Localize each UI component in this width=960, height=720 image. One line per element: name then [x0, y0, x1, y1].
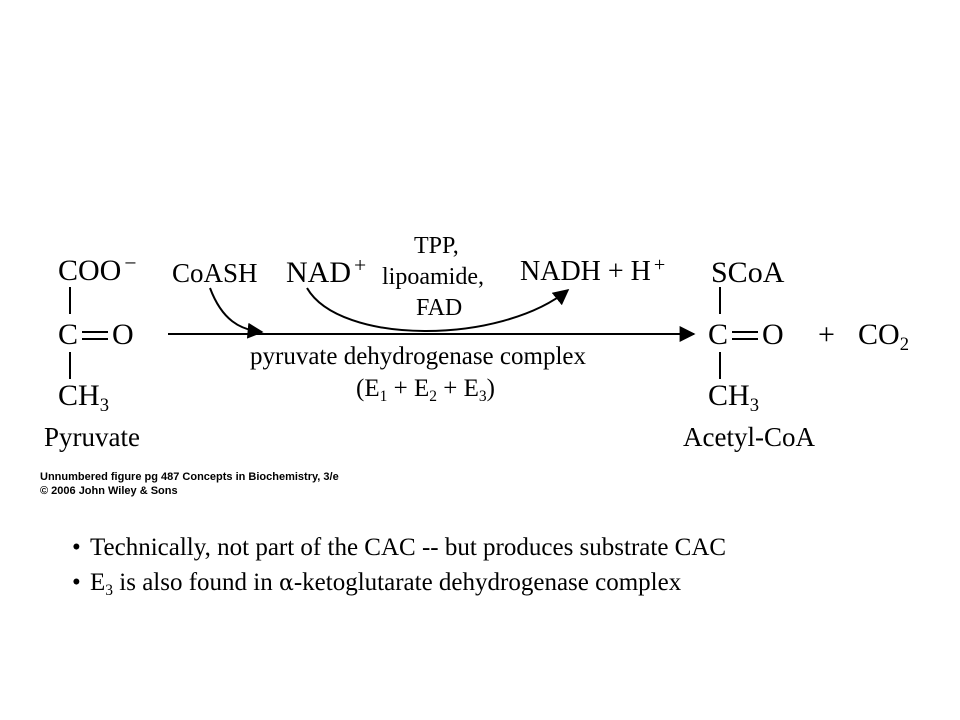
acetyl-scoa: SCoA	[711, 256, 785, 289]
coash-label: CoASH	[172, 258, 258, 288]
acetyl-carbonyl: C O	[708, 318, 784, 351]
enzyme-components: (E1 + E2 + E3)	[356, 375, 495, 405]
pyruvate-carbonyl: C O	[58, 318, 134, 351]
bullet-item-2: • E3 is also found in α-ketoglutarate dehydrogenase complex	[72, 565, 726, 603]
coash-curved-arrow	[210, 288, 262, 332]
cofactor-lipoamide: lipoamide,	[382, 264, 484, 290]
figure-credit-line1: Unnumbered figure pg 487 Concepts in Biochemistry, 3/e	[40, 471, 339, 483]
acetyl-coa-label: Acetyl-CoA	[683, 422, 815, 452]
nadh-label: NADH + H +	[520, 253, 666, 287]
pyruvate-methyl: CH3	[58, 379, 109, 416]
pyruvate-carboxylate: COO −	[58, 251, 137, 287]
figure-credit-line2: © 2006 John Wiley & Sons	[40, 485, 178, 497]
double-bond	[732, 331, 758, 340]
bullet-marker: •	[72, 569, 81, 596]
nad-label: NAD +	[286, 253, 367, 289]
bullet-text-1: Technically, not part of the CAC -- but produces substrate CAC	[90, 534, 727, 561]
plus-sign: +	[818, 318, 835, 351]
enzyme-name: pyruvate dehydrogenase complex	[250, 343, 586, 370]
cofactor-fad: FAD	[416, 295, 463, 321]
co2-label: CO2	[858, 318, 909, 355]
double-bond	[82, 331, 108, 340]
bullet-item-1	[72, 530, 726, 565]
cofactor-tpp: TPP,	[414, 233, 459, 259]
alpha-symbol: α	[279, 571, 294, 596]
acetyl-methyl: CH3	[708, 379, 759, 416]
bullet-list	[72, 530, 726, 603]
bullet-marker: •	[72, 534, 81, 561]
pyruvate-label: Pyruvate	[44, 422, 140, 452]
